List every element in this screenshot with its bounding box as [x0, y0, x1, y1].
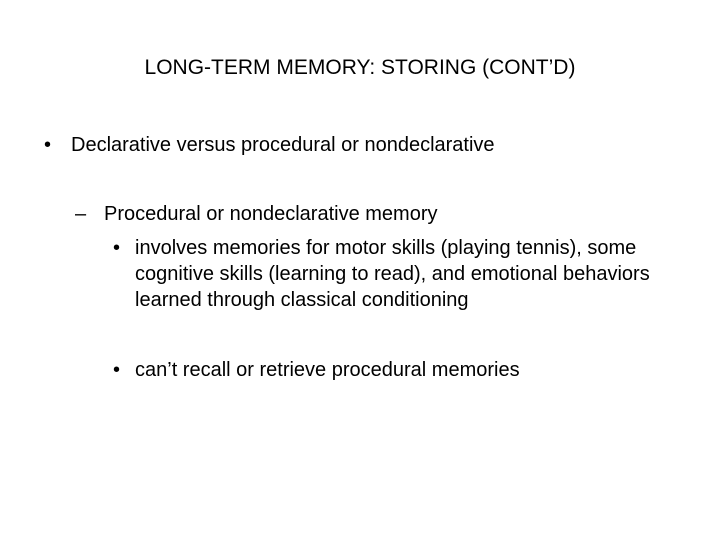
sub-sub-item-text: involves memories for motor skills (playing tennis), some cognitive skills (learning to read), and emotional behaviors learned through classical conditioning [135, 237, 650, 311]
bullet-text: Declarative versus procedural or nondeclarative [71, 134, 495, 156]
slide-title: LONG-TERM MEMORY: STORING (CONT’D) [144, 56, 576, 79]
sub-sub-item-cant-recall [113, 357, 703, 383]
bullet-marker: • [113, 359, 121, 381]
sub-sub-item-text: can’t recall or retrieve procedural memories [135, 359, 520, 381]
bullet-marker: • [44, 134, 52, 156]
sub-item-text: Procedural or nondeclarative memory [104, 203, 438, 225]
bullet-item-declarative [44, 130, 495, 160]
bullet-marker: • [113, 237, 121, 259]
sub-item-procedural-memory [75, 200, 438, 228]
dash-marker: – [75, 203, 87, 225]
sub-sub-item-involves [113, 235, 703, 313]
